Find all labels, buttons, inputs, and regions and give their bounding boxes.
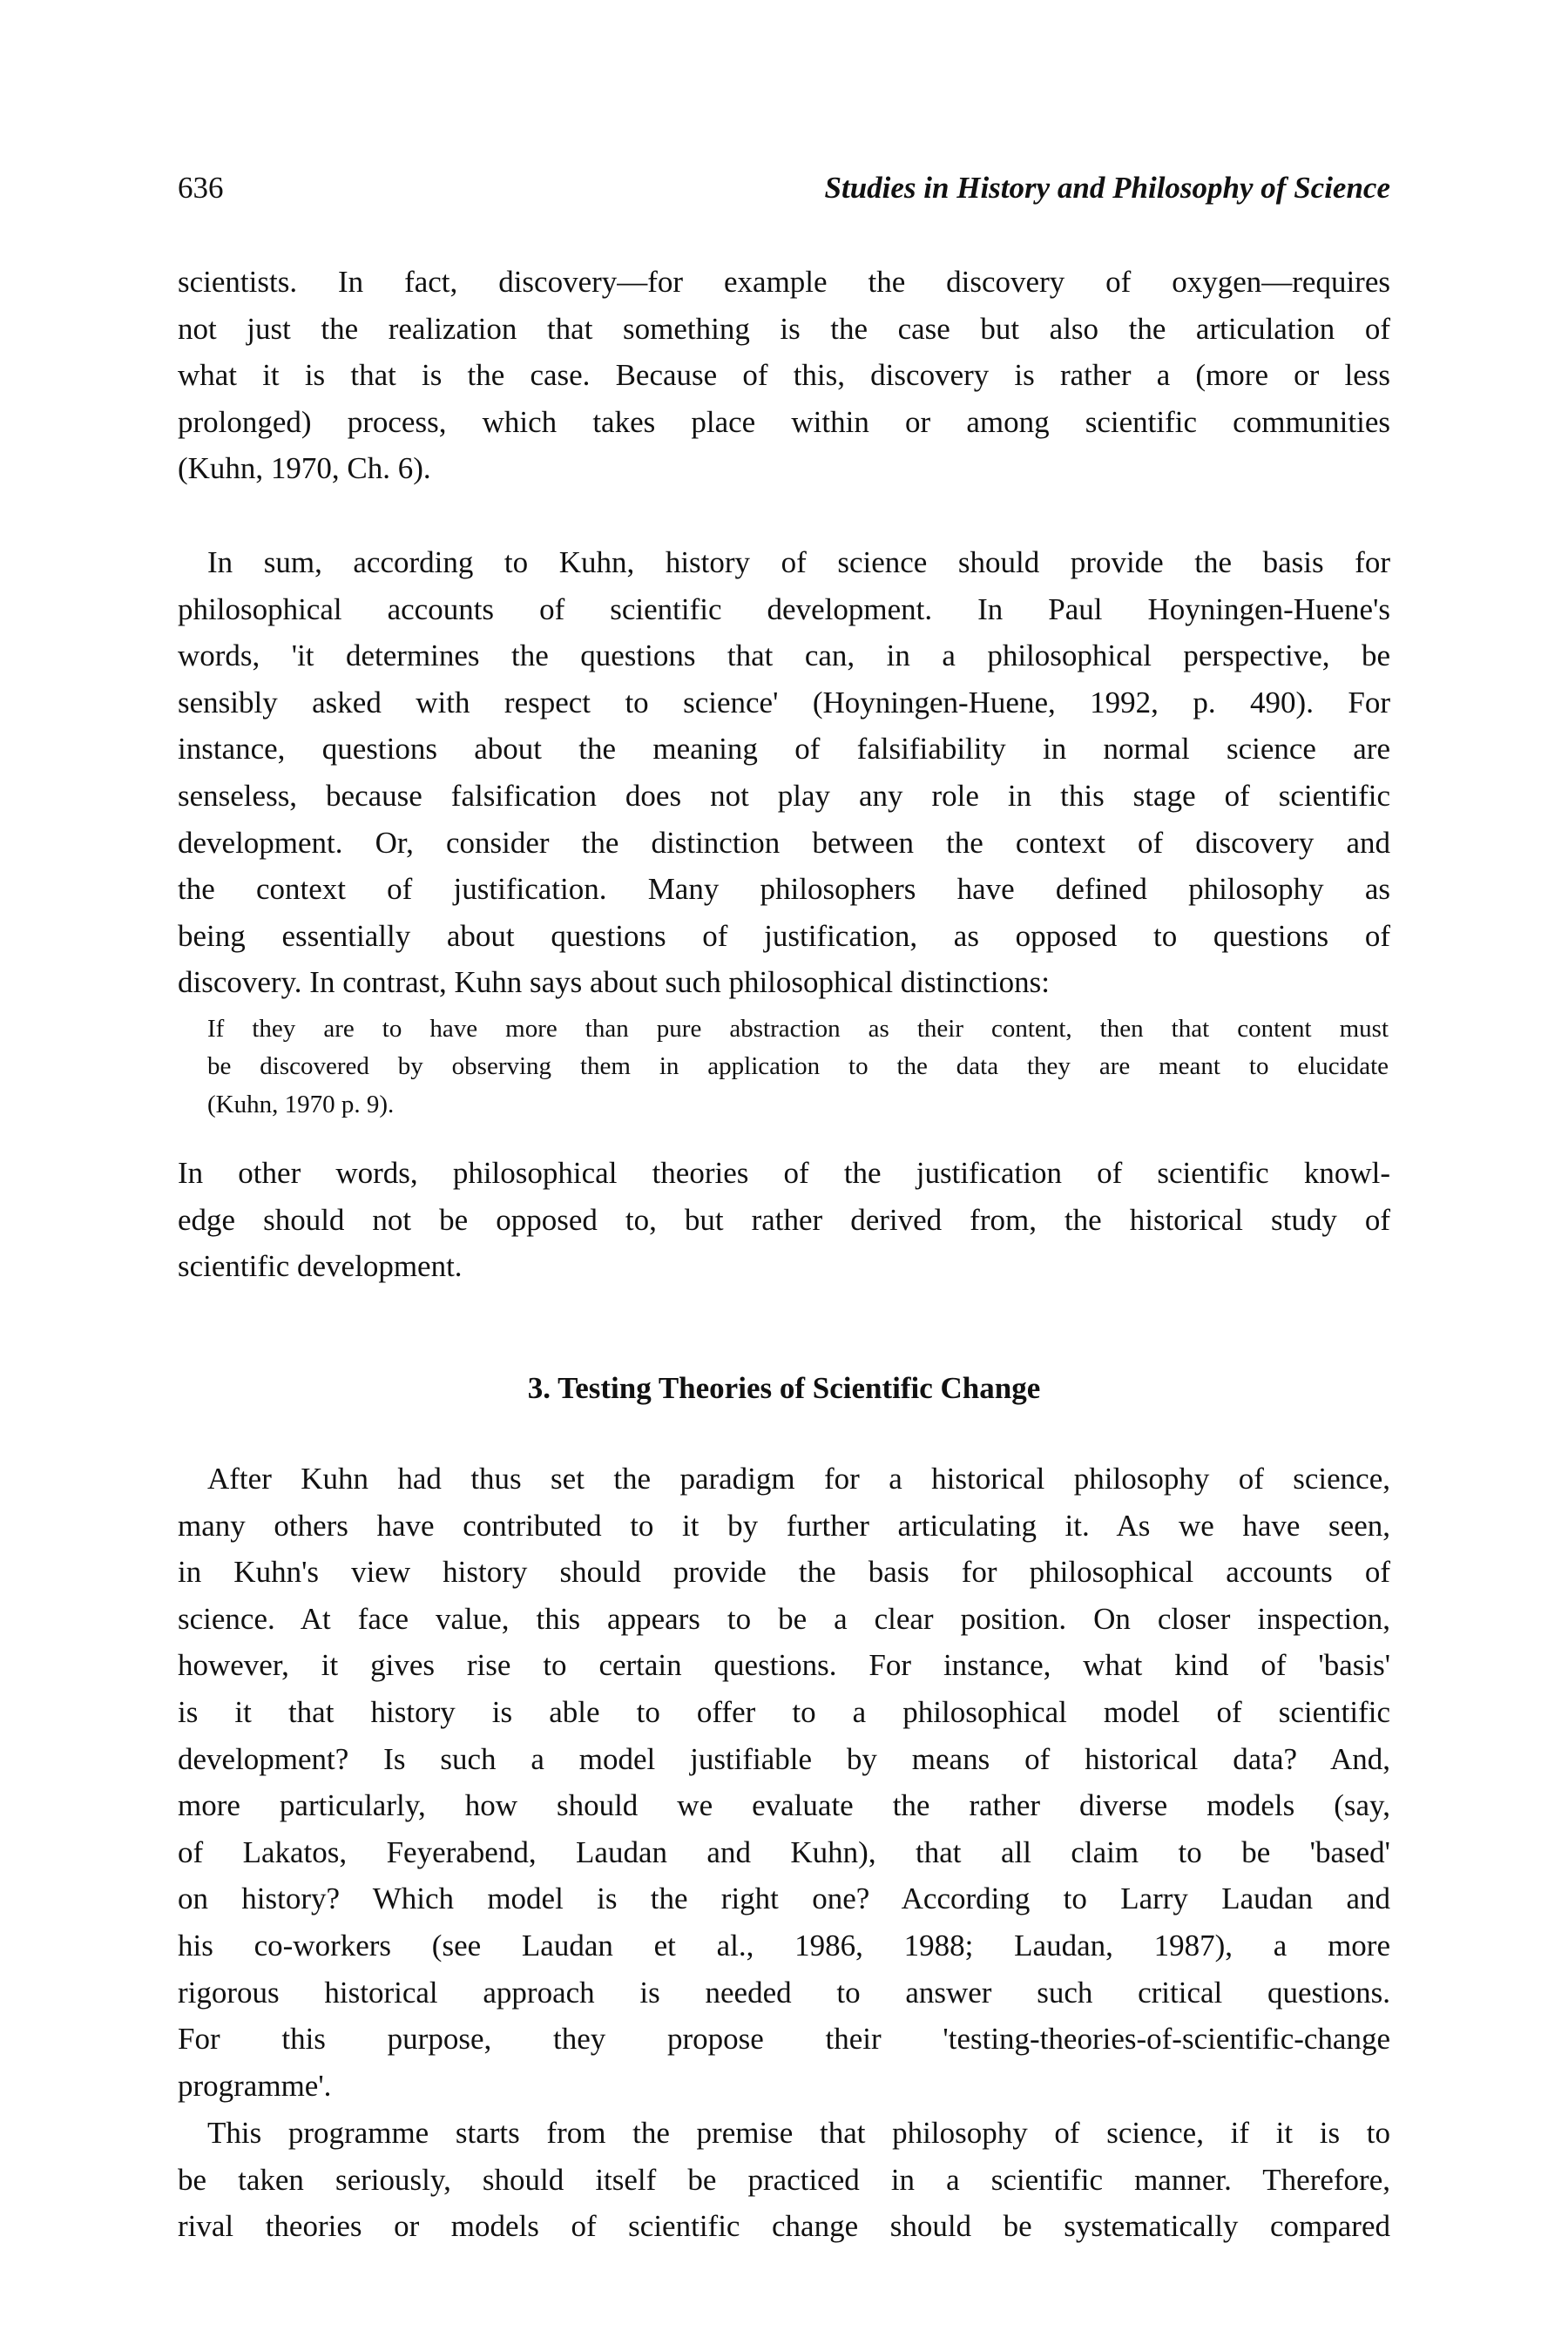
text-line: In sum, according to Kuhn, history of science should provide the basis for: [207, 545, 1390, 579]
text-line: be taken seriously, should itself be practiced in a scientific manner. Therefore,: [178, 2162, 1390, 2197]
text-line: edge should not be opposed to, but rather derived from, the historical study of: [178, 1202, 1390, 1237]
running-title: Studies in History and Philosophy of Science: [824, 171, 1390, 205]
text-line: senseless, because falsification does not play any role in this stage of scientific: [178, 778, 1390, 813]
text-line: more particularly, how should we evaluate the rather diverse models (say,: [178, 1788, 1390, 1823]
text-line: instance, questions about the meaning of falsifiability in normal science are: [178, 732, 1390, 767]
text-line: prolonged) process, which takes place within or among scientific communities: [178, 404, 1390, 439]
text-line: This programme starts from the premise that philosophy of science, if it is to: [207, 2116, 1390, 2150]
paragraph: [178, 1456, 1390, 2109]
text-line: After Kuhn had thus set the paradigm for a historical philosophy of science,: [207, 1462, 1390, 1496]
text-line: many others have contributed to it by further articulating it. As we have seen,: [178, 1508, 1390, 1543]
page-header: [178, 171, 1390, 214]
text-line: the context of justification. Many philosophers have defined philosophy as: [178, 872, 1390, 907]
text-line: his co-workers (see Laudan et al., 1986, 1988; Laudan, 1987), a more: [178, 1928, 1390, 1963]
block-quote: [207, 1010, 1389, 1124]
section-heading: 3. Testing Theories of Scientific Change: [527, 1371, 1041, 1405]
text-line: For this purpose, they propose their 'testing-theories-of-scientific-change: [178, 2022, 1390, 2057]
text-line: is it that history is able to offer to a philosophical model of scientific: [178, 1694, 1390, 1729]
text-line: words, 'it determines the questions that can, in a philosophical perspective, be: [178, 638, 1390, 673]
text-line: on history? Which model is the right one? According to Larry Laudan and: [178, 1881, 1390, 1916]
quote-line: If they are to have more than pure abstraction as their content, then that content must: [207, 1015, 1389, 1043]
text-line: rigorous historical approach is needed to answer such critical questions.: [178, 1975, 1390, 2010]
text-line: scientific development.: [178, 1249, 463, 1284]
text-line: In other words, philosophical theories of the justification of scientific knowl-: [178, 1156, 1390, 1190]
text-line: scientists. In fact, discovery—for example the discovery of oxygen—requires: [178, 265, 1390, 299]
text-line: (Kuhn, 1970, Ch. 6).: [178, 451, 431, 486]
text-line: being essentially about questions of justification, as opposed to questions of: [178, 918, 1390, 953]
text-line: of Lakatos, Feyerabend, Laudan and Kuhn), that all claim to be 'based': [178, 1834, 1390, 1869]
text-line: sensibly asked with respect to science' (Hoyningen-Huene, 1992, p. 490). For: [178, 685, 1390, 719]
text-line: philosophical accounts of scientific development. In Paul Hoyningen-Huene's: [178, 591, 1390, 626]
text-line: not just the realization that something is the case but also the articulation of: [178, 311, 1390, 346]
page-number: 636: [178, 171, 224, 205]
paragraph: [178, 539, 1390, 1006]
paragraph: [178, 2110, 1390, 2250]
text-line: development? Is such a model justifiable by means of historical data? And,: [178, 1741, 1390, 1776]
text-line: programme'.: [178, 2068, 332, 2103]
text-line: science. At face value, this appears to be a clear position. On closer inspection,: [178, 1601, 1390, 1636]
text-line: development. Or, consider the distinction between the context of discovery and: [178, 825, 1390, 860]
quote-line: (Kuhn, 1970 p. 9).: [207, 1090, 395, 1118]
text-line: discovery. In contrast, Kuhn says about such philosophical distinctions:: [178, 965, 1050, 1000]
text-line: rival theories or models of scientific change should be systematically compared: [178, 2209, 1390, 2244]
text-line: however, it gives rise to certain questions. For instance, what kind of 'basis': [178, 1648, 1390, 1683]
text-line: what it is that is the case. Because of this, discovery is rather a (more or less: [178, 358, 1390, 393]
paragraph: [178, 259, 1390, 492]
quote-line: be discovered by observing them in application to the data they are meant to elucidate: [207, 1052, 1389, 1081]
text-line: in Kuhn's view history should provide the basis for philosophical accounts of: [178, 1555, 1390, 1590]
paragraph: [178, 1150, 1390, 1290]
